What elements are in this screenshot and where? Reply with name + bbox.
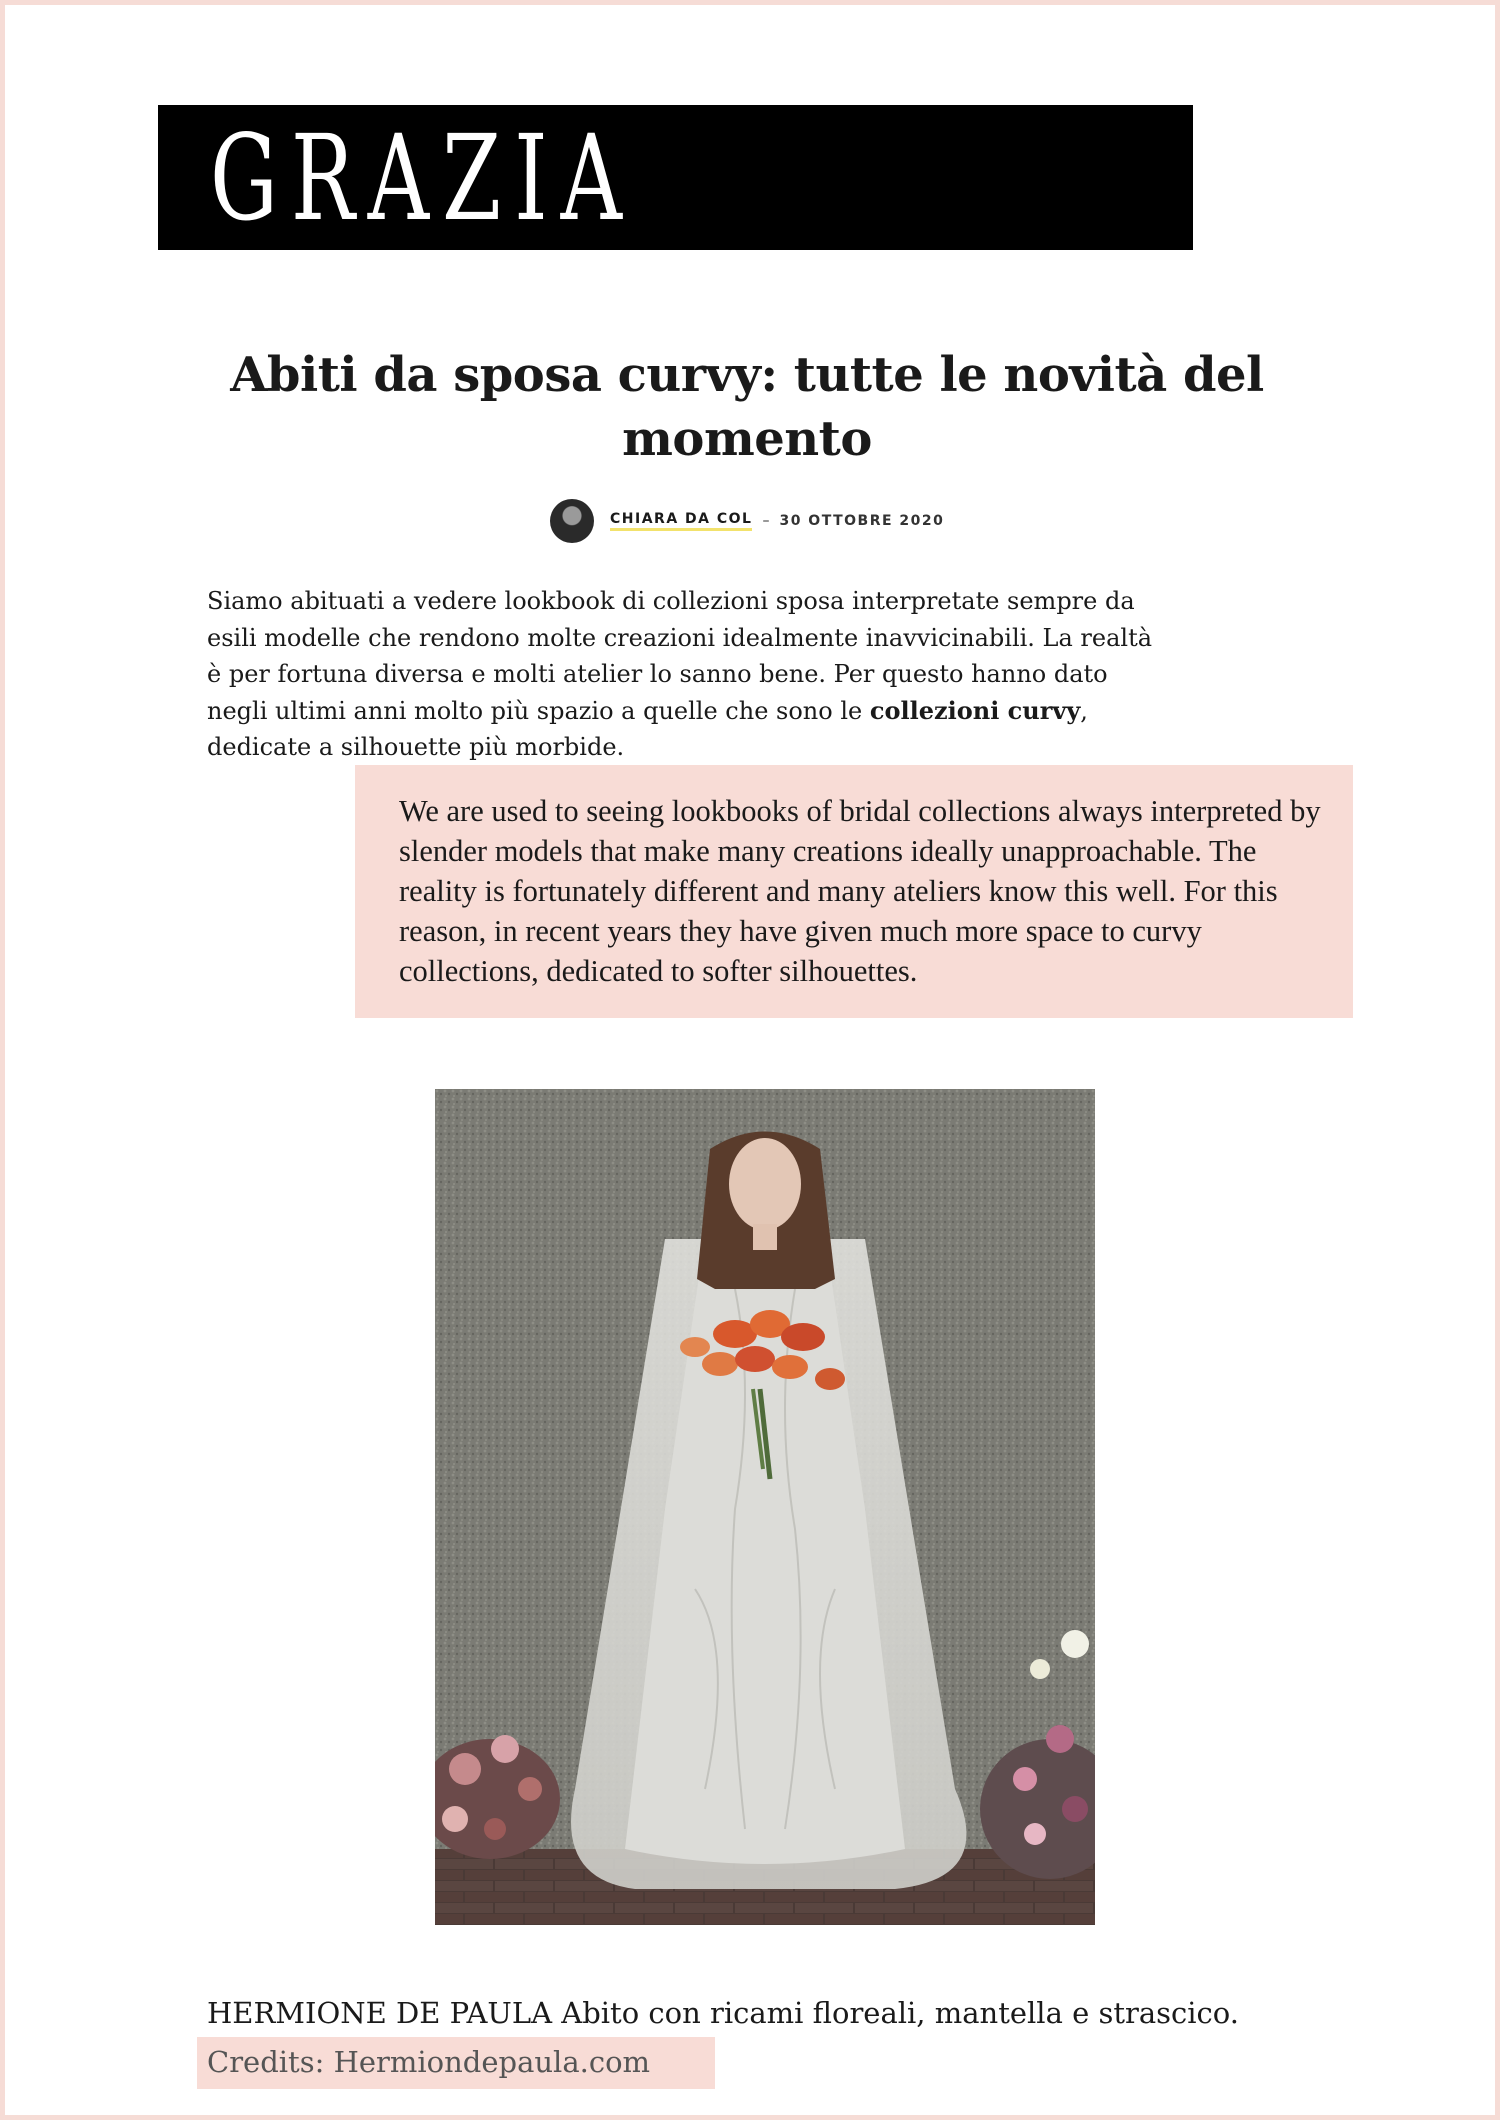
neck <box>753 1224 777 1250</box>
photo-caption: HERMIONE DE PAULA Abito con ricami floreali, mantella e strascico. <box>207 1996 1239 2030</box>
publish-date: 30 OTTOBRE 2020 <box>779 513 945 529</box>
bridal-photo <box>435 1089 1095 1925</box>
author-avatar <box>550 499 594 543</box>
article-intro <box>207 583 1167 766</box>
translation-text: We are used to seeing lookbooks of bridal collections always interpreted by slender models that make many creations ideally unapproachable. The reality is fortunately different and many ateliers know this well. For this reason, in recent years they have given much more space to curvy collections, dedicated to softer silhouettes. <box>399 794 1321 988</box>
face <box>729 1138 801 1230</box>
masthead-banner <box>158 105 1193 250</box>
intro-text-end: , dedicate a silhouette più morbide. <box>207 696 1088 761</box>
translation-box <box>355 765 1353 1018</box>
article-headline: Abiti da sposa curvy: tutte le novità del momento <box>230 347 1264 467</box>
intro-bold-term: collezioni curvy <box>869 695 1081 725</box>
bridal-photo-illustration <box>435 1089 1095 1925</box>
grazia-logo[interactable]: GRAZIA <box>210 109 635 247</box>
byline <box>550 499 944 543</box>
photo-credits: Credits: Hermiondepaula.com <box>197 2037 715 2089</box>
byline-separator: – <box>762 513 770 529</box>
author-link[interactable]: CHIARA DA COL <box>610 511 752 531</box>
intro-text-start: Siamo abituati a vedere lookbook di collezioni sposa interpretate sempre da esili modelle che rendono molte creazioni idealmente inavvicinabili. La realtà è per fortuna diversa e molti atelier lo sanno bene. Per questo hanno dato negli ultimi anni molto più spazio a quelle che sono le <box>207 587 1153 725</box>
